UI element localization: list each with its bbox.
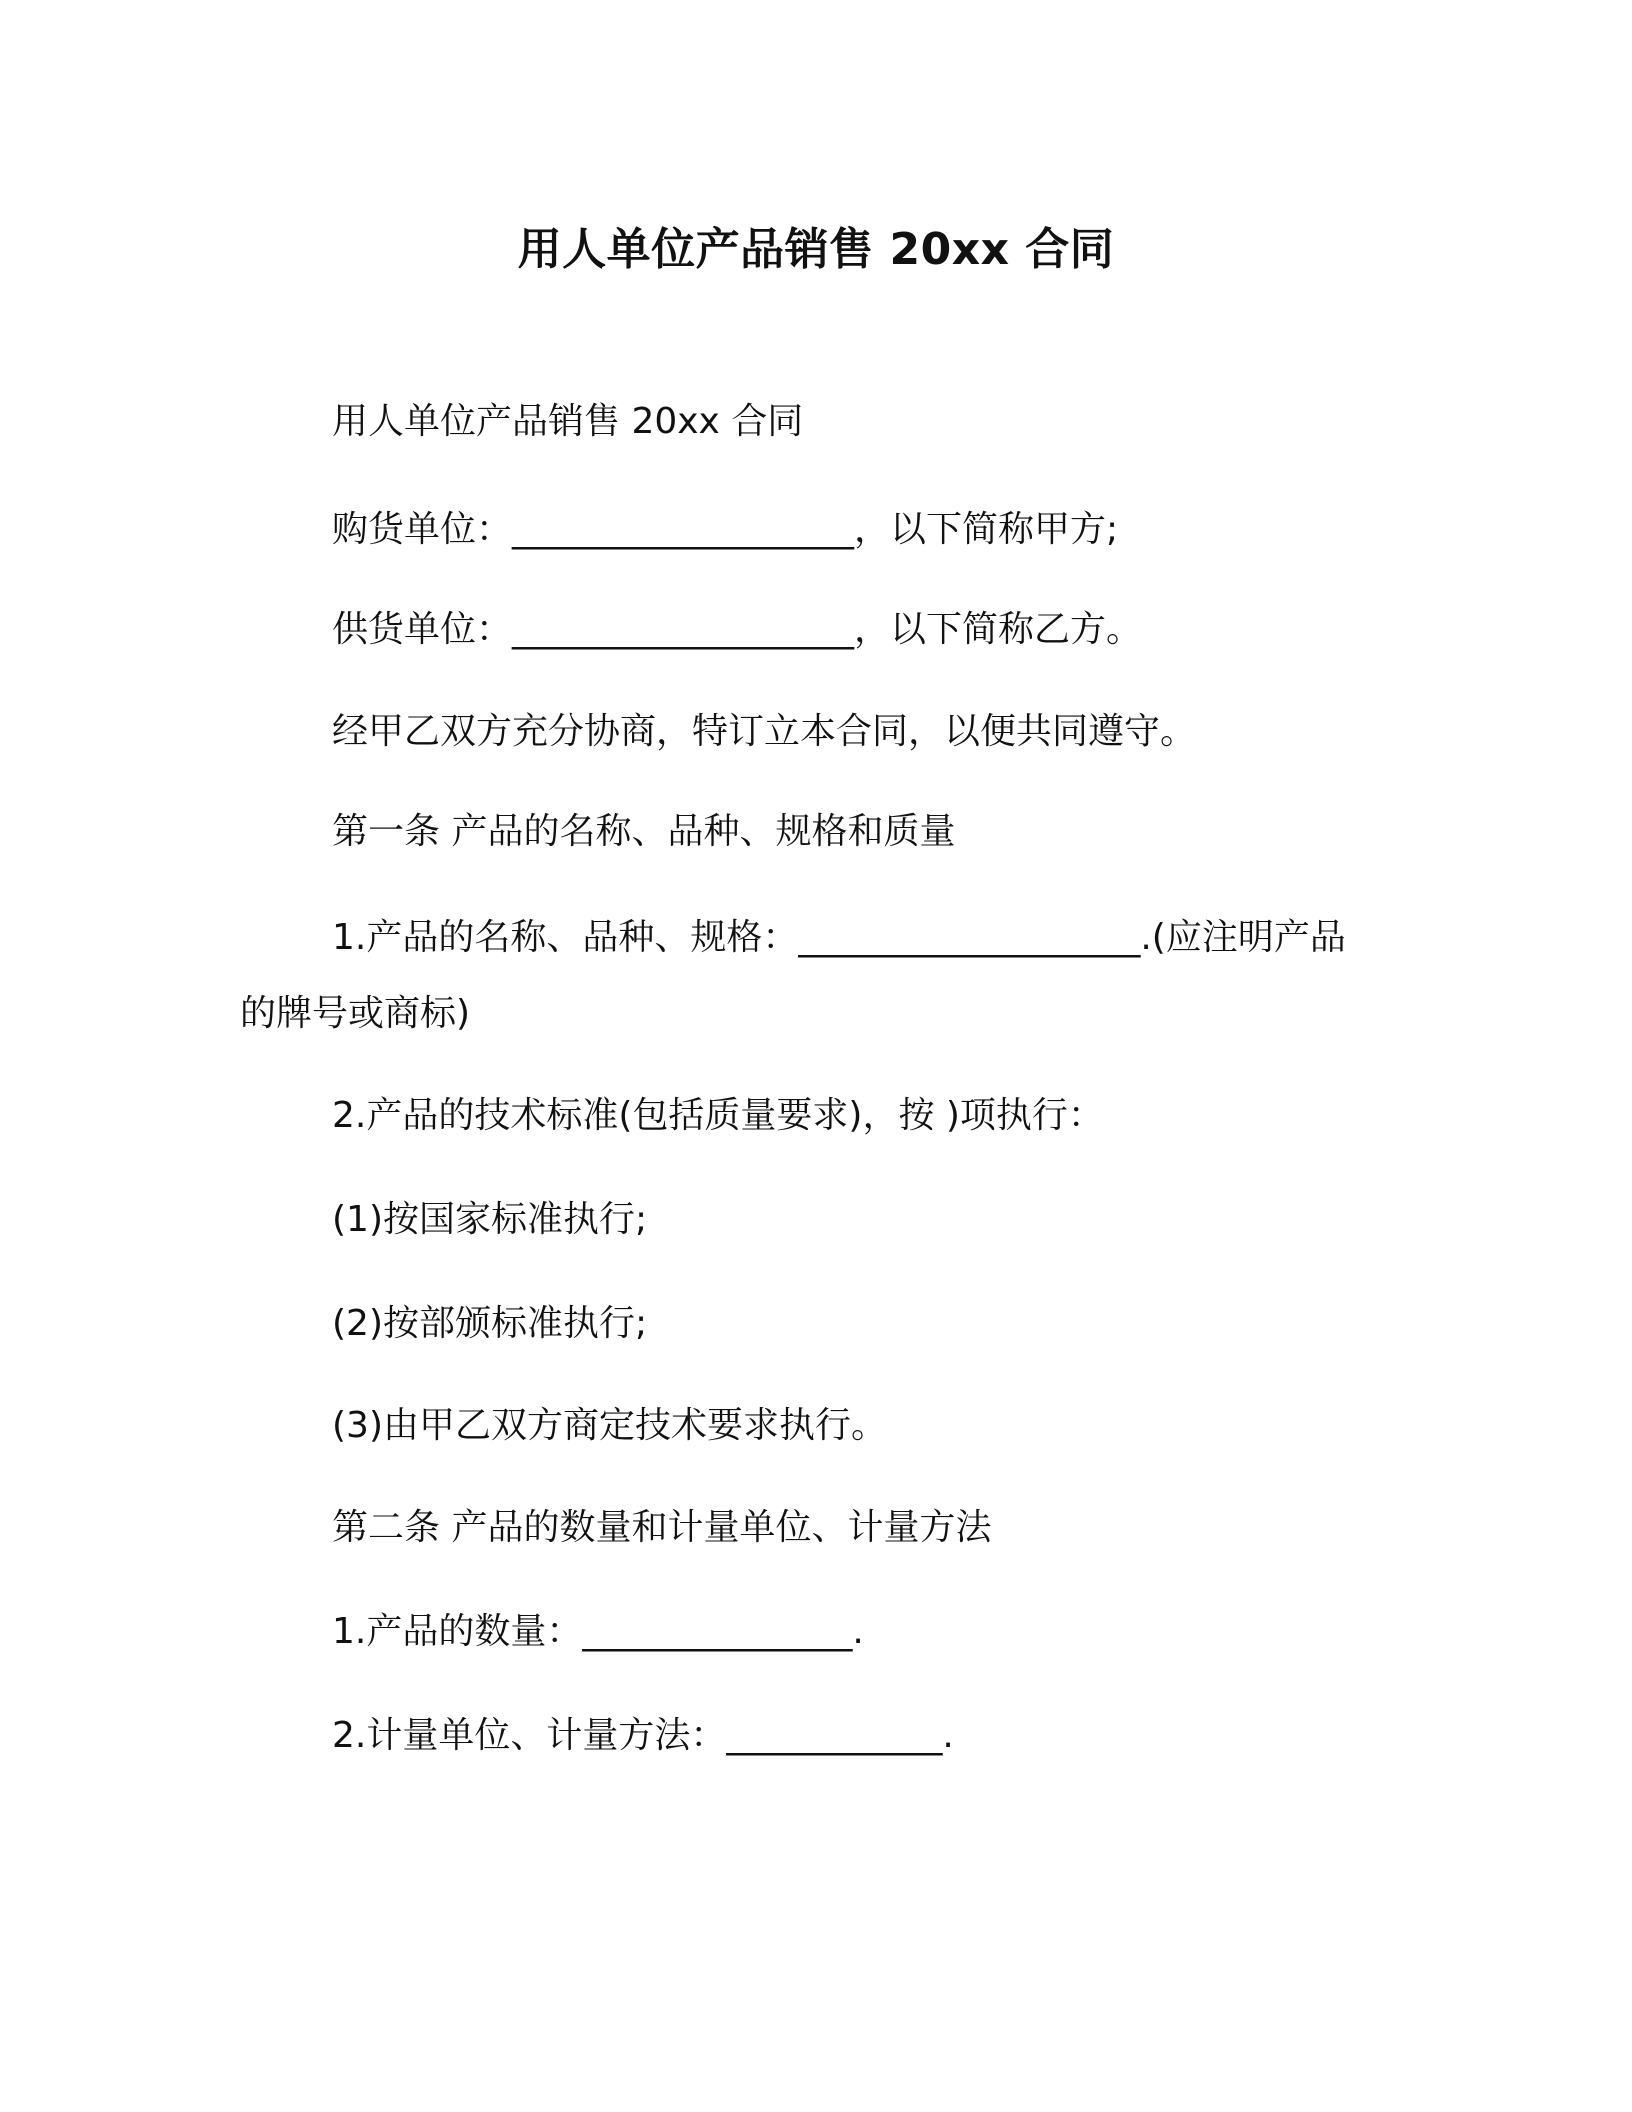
seller-line: 供货单位：___________________，以下简称乙方。: [332, 609, 1143, 650]
standard-option-3: (3)由甲乙双方商定技术要求执行。: [332, 1405, 887, 1446]
standard-option-2: (2)按部颁标准执行;: [332, 1303, 648, 1344]
article-1-item-1: 1.产品的名称、品种、规格：___________________.(应注明产品的牌号或商标): [240, 917, 1346, 1034]
agreement-intro: 经甲乙双方充分协商，特订立本合同，以便共同遵守。: [332, 711, 1197, 752]
article-2-heading: 第二条 产品的数量和计量单位、计量方法: [332, 1507, 992, 1548]
document-title: 用人单位产品销售 20xx 合同: [517, 224, 1115, 275]
standard-option-1: (1)按国家标准执行;: [332, 1199, 648, 1240]
subtitle-line: 用人单位产品销售 20xx 合同: [332, 401, 804, 442]
article-2-item-2: 2.计量单位、计量方法：____________.: [332, 1715, 954, 1756]
article-1-item-2: 2.产品的技术标准(包括质量要求)，按 )项执行：: [332, 1095, 1104, 1136]
article-1-heading: 第一条 产品的名称、品种、规格和质量: [332, 811, 956, 852]
article-2-item-1: 1.产品的数量：_______________.: [332, 1611, 864, 1652]
buyer-line: 购货单位：___________________，以下简称甲方;: [332, 509, 1119, 550]
